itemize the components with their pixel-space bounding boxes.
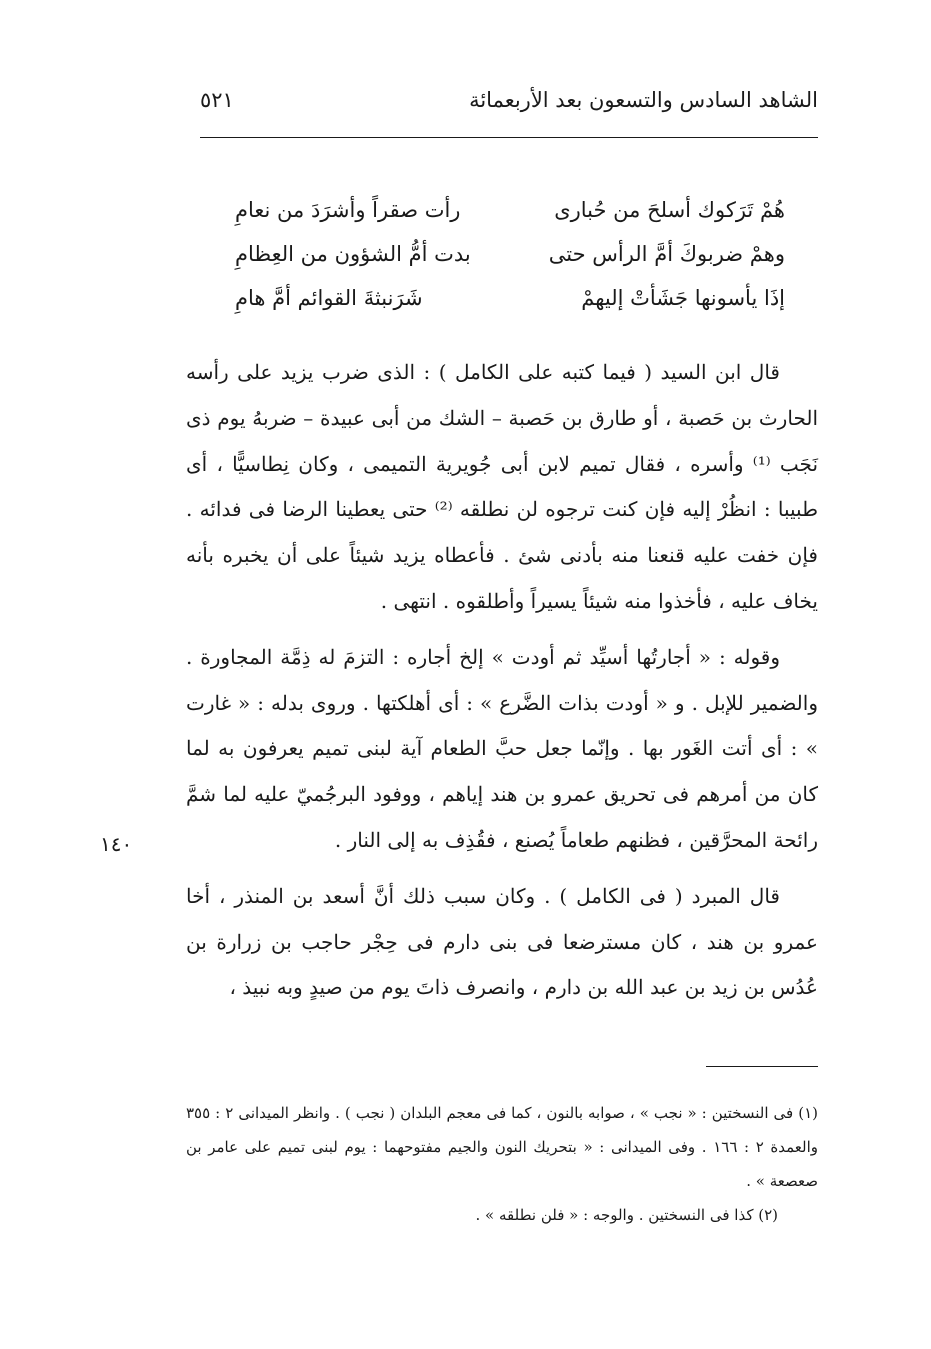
verse-first-hemistich: هُمْ تَرَكوك أسلحَ من حُبارى bbox=[554, 198, 785, 222]
verse-second-hemistich: بدت أمُّ الشؤون من العِظامِ bbox=[235, 242, 471, 266]
footnote: (٢) كذا فى النسختين . والوجه : « فلن نطلقه » . bbox=[475, 1206, 778, 1224]
page-number: ٥٢١ bbox=[200, 88, 234, 112]
footnote-rule bbox=[706, 1066, 818, 1067]
paragraph: قال المبرد ( فى الكامل ) . وكان سبب ذلك أنَّ أسعد بن المنذر ، أخا عمرو بن هند ، كان مسترضعا فى بنى دارم فى حِجْر حاجب بن زرارة بن عُدُس بن زيد بن عبد الله بن دارم ، وانصرف ذاتَ يوم من صيدٍ وبه نبيذ ، bbox=[186, 883, 818, 1000]
footnotes bbox=[186, 1096, 818, 1232]
verse bbox=[235, 188, 785, 232]
verse-second-hemistich: شَرَنبثةَ القوائم أمَّ هامِ bbox=[235, 286, 423, 310]
poem bbox=[235, 188, 785, 320]
footnote: (١) فى النسختين : « نجب » ، صوابه بالنون ، كما فى معجم البلدان ( نجب ) . وانظر الميدانى ٢ : ٣٥٥ والعمدة ٢ : ١٦٦ . وفى الميدانى : « بتحريك النون والجيم مفتوحهما : يوم لبنى تميم على عامر بن صعصعة » . bbox=[186, 1104, 818, 1190]
page-header bbox=[200, 82, 818, 122]
paragraph: قال ابن السيد ( فيما كتبه على الكامل ) : الذى ضرب يزيد على رأسه الحارث بن حَصبة ، أو طارق بن حَصبة – الشك من أبى عبيدة – ضربهُ يوم ذى نَجَب ⁽¹⁾ وأسره ، فقال تميم لابن أبى جُويرية التميمى ، وكان نِطاسيًّا ، أى طبيبا : انظُرْ إليه فإن كنت ترجوه لن نطلقه ⁽²⁾ حتى يعطينا الرضا فى فدائه . فإن خفت عليه قنعنا منه بأدنى شئ . فأعطاه يزيد شيئاً على أن يخبره بأنه يخاف عليه ، فأخذوا منه شيئاً يسيراً وأطلقوه . انتهى . bbox=[186, 360, 819, 613]
paragraph: وقوله : « أجارتُها أسيِّد ثم أودت » إلخ أجاره : التزمَ له ذِمَّة المجاورة . والضمير للإبل . و « أودت بذات الضَّرع » : أى أهلكتها . وروى بدله : « غارت » : أى أتت الغَور بها . وإنّما جعل حبَّ الطعام آية لبنى تميم يعرفون به لما كان من أمرهم فى تحريق عمرو بن هند إياهم ، ووفود البرجُميّ عليه لما شمَّ رائحة المحرَّقين ، فظنهم طعاماً يُصنع ، فقُذِف به إلى النار . bbox=[186, 644, 818, 852]
verse bbox=[235, 276, 785, 320]
header-rule bbox=[200, 137, 818, 138]
verse-first-hemistich: إذَا يأسونها جَشَأتْ إليهمْ bbox=[581, 286, 785, 310]
body-text bbox=[186, 350, 818, 1011]
margin-number: ١٤٠ bbox=[100, 832, 133, 856]
verse bbox=[235, 232, 785, 276]
verse-second-hemistich: رأت صقراً وأشرَدَ من نعامِ bbox=[235, 198, 461, 222]
verse-first-hemistich: وهمْ ضربوكَ أمَّ الرأس حتى bbox=[548, 242, 785, 266]
running-title: الشاهد السادس والتسعون بعد الأربعمائة bbox=[469, 88, 818, 112]
